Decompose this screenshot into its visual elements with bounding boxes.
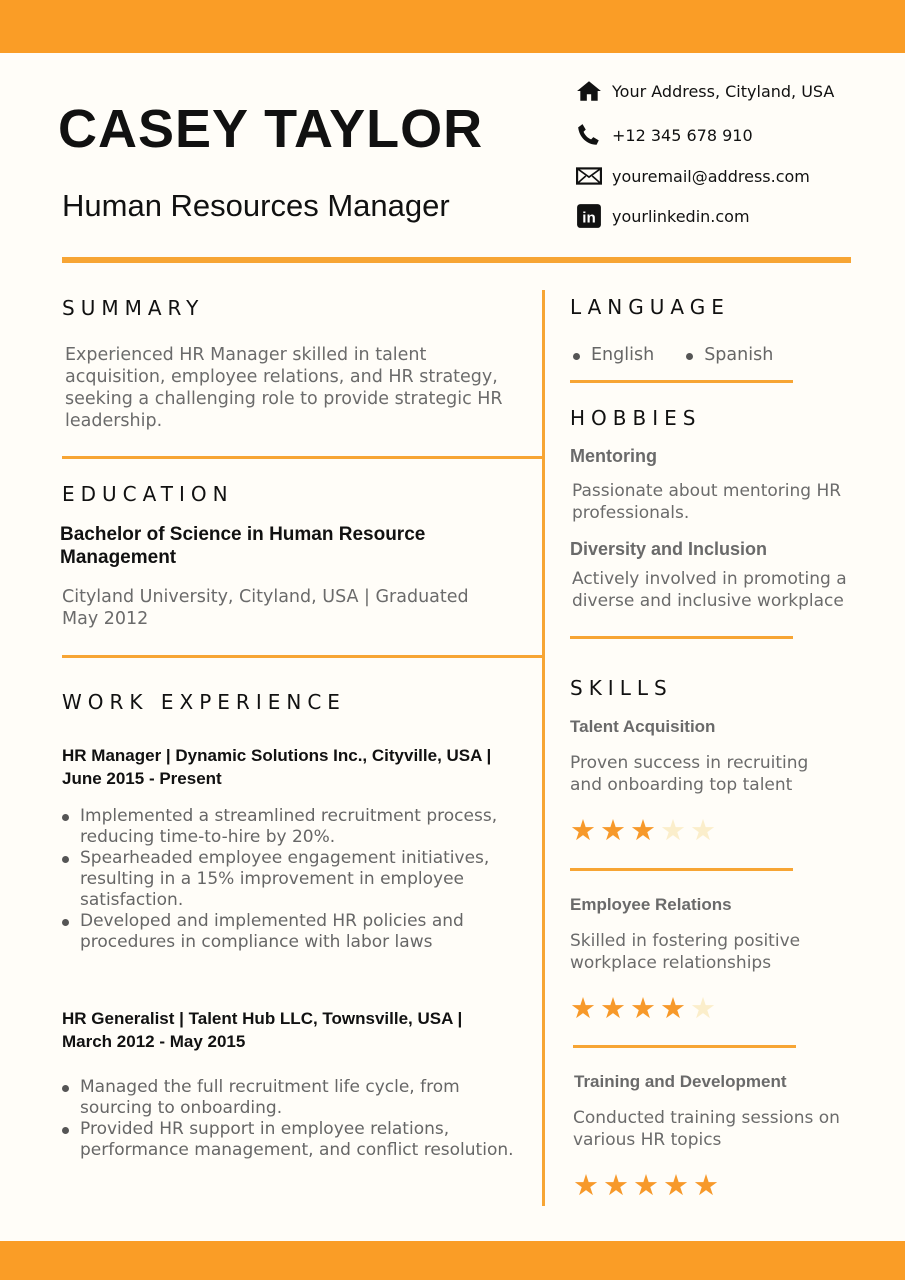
job-title-line: HR Manager | Dynamic Solutions Inc., Cityville, USA | June 2015 - Present [62,746,492,788]
star-empty-icon: ★ [690,813,716,847]
svg-text:in: in [582,209,596,227]
hobby-name: Mentoring [570,446,657,466]
star-filled-icon: ★ [660,991,686,1025]
skill-name: Employee Relations [570,895,732,914]
job-bullet: Provided HR support in employee relations, performance management, and conflict resolution. [62,1119,517,1161]
job-bullet: Implemented a streamlined recruitment process, reducing time-to-hire by 20%. [62,806,512,848]
summary-heading: SUMMARY [62,296,205,320]
language-list [573,345,773,366]
skill-name: Training and Development [574,1072,787,1091]
star-filled-icon: ★ [600,991,626,1025]
star-filled-icon: ★ [570,991,596,1025]
contact-address: Your Address, Cityland, USA [576,78,834,104]
star-filled-icon: ★ [630,991,656,1025]
star-empty-icon: ★ [690,991,716,1025]
skill-text: Proven success in recruiting and onboarding top talent [570,753,809,795]
linkedin-icon [576,203,602,229]
divider [573,1045,796,1048]
divider [62,456,542,459]
hobby-text: Actively involved in promoting a diverse and inclusive workplace [572,569,847,611]
education-details: Cityland University, Cityland, USA | Graduated May 2012 [62,587,469,629]
skill-rating [570,815,716,845]
job-title-line: HR Generalist | Talent Hub LLC, Townsville, USA | March 2012 - May 2015 [62,1009,463,1051]
skill-text: Skilled in fostering positive workplace relationships [570,931,801,973]
mail-icon [576,163,602,189]
top-bar [0,0,905,53]
hobbies-heading: HOBBIES [570,406,702,430]
language-item: Spanish [686,345,773,366]
phone-icon [576,122,602,148]
job-bullet: Developed and implemented HR policies and procedures in compliance with labor laws [62,911,512,953]
skill-rating [573,1170,719,1200]
language-item: English [573,345,654,366]
degree: Bachelor of Science in Human Resource Management [60,524,426,568]
summary-text: Experienced HR Manager skilled in talent acquisition, employee relations, and HR strategy, seeking a challenging role to provide strategic HR leadership. [65,345,503,431]
home-icon [576,78,602,104]
divider [570,868,793,871]
hobby-name: Diversity and Inclusion [570,539,768,559]
bottom-bar [0,1241,905,1280]
job-bullet: Spearheaded employee engagement initiatives, resulting in a 15% improvement in employee satisfaction. [62,848,512,911]
job-title: Human Resources Manager [62,188,450,223]
education-heading: EDUCATION [62,482,234,506]
contact-phone: +12 345 678 910 [576,122,753,148]
contact-email: youremail@address.com [576,163,810,189]
hobby-text: Passionate about mentoring HR professionals. [572,481,842,523]
column-divider [542,290,545,1206]
divider [570,380,793,383]
divider [62,655,542,658]
header-divider [62,257,851,263]
skill-text: Conducted training sessions on various HR topics [573,1108,840,1150]
skill-rating [570,993,716,1023]
skill-name: Talent Acquisition [570,717,716,736]
star-filled-icon: ★ [663,1168,689,1202]
star-filled-icon: ★ [693,1168,719,1202]
work-heading: WORK EXPERIENCE [62,690,346,714]
star-filled-icon: ★ [600,813,626,847]
star-empty-icon: ★ [660,813,686,847]
job-bullet: Managed the full recruitment life cycle, from sourcing to onboarding. [62,1077,517,1119]
star-filled-icon: ★ [633,1168,659,1202]
job-2 [62,1007,517,1161]
candidate-name: CASEY TAYLOR [58,99,484,159]
star-filled-icon: ★ [570,813,596,847]
skills-heading: SKILLS [570,676,673,700]
star-filled-icon: ★ [630,813,656,847]
contact-linkedin: in yourlinkedin.com [576,203,750,229]
language-heading: LANGUAGE [570,295,730,319]
job-1 [62,744,512,953]
divider [570,636,793,639]
star-filled-icon: ★ [603,1168,629,1202]
star-filled-icon: ★ [573,1168,599,1202]
